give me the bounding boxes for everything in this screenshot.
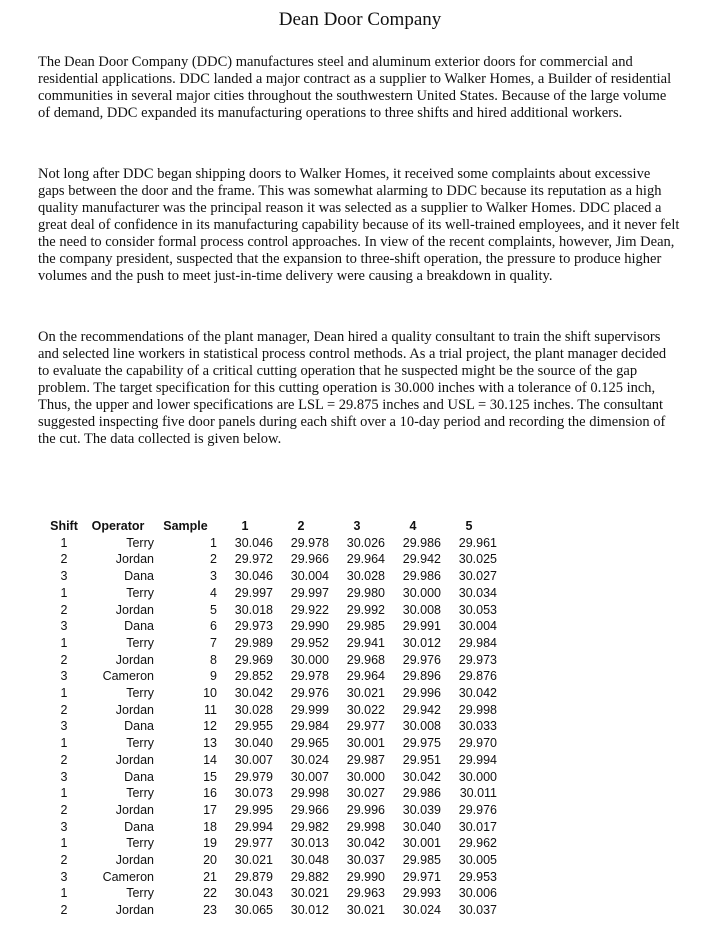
measurement-4-cell: 30.039 bbox=[402, 802, 441, 817]
header-measurement-1: 1 bbox=[241, 519, 249, 533]
shift-cell: 2 bbox=[60, 702, 68, 717]
operator-cell: Jordan bbox=[115, 903, 154, 918]
sample-cell: 14 bbox=[203, 752, 217, 767]
sample-cell: 6 bbox=[210, 619, 217, 634]
measurement-2-cell: 30.048 bbox=[290, 853, 329, 868]
operator-cell: Terry bbox=[126, 736, 154, 751]
measurement-1-cell: 29.994 bbox=[234, 819, 273, 834]
table-row bbox=[46, 819, 497, 836]
measurement-1-cell: 30.040 bbox=[234, 736, 273, 751]
table-row bbox=[46, 718, 497, 735]
shift-cell: 1 bbox=[60, 786, 68, 801]
measurement-2-cell: 29.966 bbox=[290, 552, 329, 567]
table-row bbox=[46, 551, 497, 568]
shift-cell: 3 bbox=[60, 869, 68, 884]
operator-cell: Terry bbox=[126, 686, 154, 701]
operator-cell: Jordan bbox=[115, 752, 154, 767]
table-row bbox=[46, 735, 497, 752]
shift-cell: 1 bbox=[60, 535, 68, 550]
measurement-3-cell: 30.028 bbox=[346, 569, 385, 584]
measurement-4-cell: 30.008 bbox=[402, 602, 441, 617]
measurement-4-cell: 30.001 bbox=[402, 836, 441, 851]
measurement-4-cell: 29.896 bbox=[402, 669, 441, 684]
measurement-5-cell: 30.025 bbox=[458, 552, 497, 567]
table-row bbox=[46, 885, 497, 902]
measurement-4-cell: 29.942 bbox=[402, 702, 441, 717]
measurement-1-cell: 29.879 bbox=[234, 869, 273, 884]
measurement-5-cell: 30.053 bbox=[458, 602, 497, 617]
shift-cell: 3 bbox=[60, 619, 68, 634]
complaints-paragraph: Not long after DDC began shipping doors to Walker Homes, it received some complaints about excessive gaps between the door and the frame. This was somewhat alarming to DDC because its reputation as a high quality manufacturer was the principal reason it was selected as a supplier to Walker Homes. DDC placed a great deal of confidence in its manufacturing capability because of its well-trained employees, and it never felt the need to consider formal process control approaches. In view of the recent complaints, however, Jim Dean, the company president, suspected that the expansion to three-shift operation, the pressure to produce higher volumes and the push to meet just-in-time delivery were causing a breakdown in quality. bbox=[38, 166, 680, 284]
shift-cell: 1 bbox=[60, 836, 68, 851]
operator-cell: Terry bbox=[126, 635, 154, 650]
header-shift: Shift bbox=[50, 519, 78, 533]
shift-cell: 1 bbox=[60, 886, 68, 901]
header-measurement-2: 2 bbox=[297, 519, 305, 533]
table-row bbox=[46, 869, 497, 886]
measurement-5-cell: 30.011 bbox=[459, 786, 497, 801]
measurement-3-cell: 30.022 bbox=[346, 702, 385, 717]
measurement-5-cell: 29.962 bbox=[458, 836, 497, 851]
measurement-4-cell: 30.024 bbox=[402, 903, 441, 918]
sample-cell: 23 bbox=[203, 903, 217, 918]
table-header-row bbox=[46, 518, 497, 535]
operator-cell: Jordan bbox=[115, 652, 154, 667]
sample-cell: 19 bbox=[203, 836, 217, 851]
measurement-4-cell: 30.042 bbox=[402, 769, 441, 784]
operator-cell: Dana bbox=[124, 719, 154, 734]
sample-cell: 4 bbox=[210, 585, 217, 600]
measurement-2-cell: 29.966 bbox=[290, 802, 329, 817]
shift-cell: 3 bbox=[60, 819, 68, 834]
measurement-4-cell: 29.985 bbox=[402, 853, 441, 868]
measurement-2-cell: 29.976 bbox=[290, 686, 329, 701]
measurement-1-cell: 30.028 bbox=[234, 702, 273, 717]
measurement-2-cell: 30.007 bbox=[290, 769, 329, 784]
operator-cell: Terry bbox=[126, 786, 154, 801]
measurement-4-cell: 29.975 bbox=[402, 736, 441, 751]
measurement-4-cell: 30.012 bbox=[402, 635, 441, 650]
operator-cell: Jordan bbox=[115, 552, 154, 567]
measurement-3-cell: 29.980 bbox=[346, 585, 385, 600]
sample-cell: 10 bbox=[203, 686, 217, 701]
measurement-5-cell: 30.004 bbox=[458, 619, 497, 634]
measurement-3-cell: 29.941 bbox=[346, 635, 385, 650]
operator-cell: Cameron bbox=[102, 669, 154, 684]
measurement-3-cell: 30.001 bbox=[346, 736, 385, 751]
measurement-3-cell: 30.021 bbox=[346, 903, 385, 918]
shift-cell: 2 bbox=[60, 802, 68, 817]
table-row bbox=[46, 535, 497, 552]
shift-cell: 2 bbox=[60, 552, 68, 567]
shift-cell: 1 bbox=[60, 635, 68, 650]
shift-cell: 3 bbox=[60, 719, 68, 734]
table-row bbox=[46, 802, 497, 819]
operator-cell: Jordan bbox=[115, 802, 154, 817]
measurement-4-cell: 29.971 bbox=[402, 869, 441, 884]
measurement-3-cell: 29.968 bbox=[346, 652, 385, 667]
measurement-4-cell: 29.942 bbox=[402, 552, 441, 567]
operator-cell: Cameron bbox=[102, 869, 154, 884]
measurement-1-cell: 29.955 bbox=[234, 719, 273, 734]
measurement-5-cell: 30.034 bbox=[458, 585, 497, 600]
table-row bbox=[46, 585, 497, 602]
table-row bbox=[46, 652, 497, 669]
measurement-2-cell: 29.965 bbox=[290, 736, 329, 751]
shift-cell: 2 bbox=[60, 652, 68, 667]
header-operator: Operator bbox=[91, 519, 145, 533]
measurement-2-cell: 29.984 bbox=[290, 719, 329, 734]
measurement-1-cell: 29.969 bbox=[234, 652, 273, 667]
operator-cell: Jordan bbox=[115, 853, 154, 868]
table-row bbox=[46, 618, 497, 635]
consultant-paragraph: On the recommendations of the plant manager, Dean hired a quality consultant to train the shift supervisors and selected line workers in statistical process control methods. As a trial project, the plant manager decided to evaluate the capability of a critical cutting operation that he suspected might be the source of the gap problem. The target specification for this cutting operation is 30.000 inches with a tolerance of 0.125 inch, Thus, the upper and lower specifications are LSL = 29.875 inches and USL = 30.125 inches. The consultant suggested inspecting five door panels during each shift over a 10-day period and recording the dimension of the cut. The data collected is given below. bbox=[38, 329, 667, 447]
measurement-3-cell: 30.037 bbox=[346, 853, 385, 868]
shift-cell: 3 bbox=[60, 769, 68, 784]
measurement-5-cell: 29.953 bbox=[458, 869, 497, 884]
measurement-5-cell: 29.961 bbox=[458, 535, 497, 550]
sample-cell: 11 bbox=[204, 702, 217, 717]
measurement-2-cell: 30.021 bbox=[290, 886, 329, 901]
sample-cell: 21 bbox=[203, 869, 217, 884]
measurement-4-cell: 30.008 bbox=[402, 719, 441, 734]
sample-cell: 5 bbox=[210, 602, 217, 617]
measurement-5-cell: 30.006 bbox=[458, 886, 497, 901]
measurement-3-cell: 30.026 bbox=[346, 535, 385, 550]
table-row bbox=[46, 668, 497, 685]
intro-paragraph: The Dean Door Company (DDC) manufactures steel and aluminum exterior doors for commercial and residential applications. DDC landed a major contract as a supplier to Walker Homes, a Builder of residential communities in several major cities throughout the southwestern United States. Because of the large volume of demand, DDC expanded its manufacturing operations to three shifts and hired additional workers. bbox=[38, 54, 672, 121]
operator-cell: Terry bbox=[126, 585, 154, 600]
measurement-3-cell: 29.985 bbox=[346, 619, 385, 634]
operator-cell: Terry bbox=[126, 886, 154, 901]
measurement-2-cell: 29.982 bbox=[290, 819, 329, 834]
sample-cell: 18 bbox=[203, 819, 217, 834]
table-row bbox=[46, 769, 497, 786]
measurement-5-cell: 29.976 bbox=[458, 802, 497, 817]
sample-cell: 3 bbox=[210, 569, 217, 584]
shift-cell: 1 bbox=[60, 736, 68, 751]
sample-cell: 17 bbox=[203, 802, 217, 817]
measurement-2-cell: 29.882 bbox=[290, 869, 329, 884]
header-measurement-5: 5 bbox=[465, 519, 473, 533]
measurement-1-cell: 29.852 bbox=[234, 669, 273, 684]
measurement-3-cell: 29.964 bbox=[346, 669, 385, 684]
measurement-3-cell: 30.042 bbox=[346, 836, 385, 851]
operator-cell: Jordan bbox=[115, 702, 154, 717]
measurement-3-cell: 30.027 bbox=[346, 786, 385, 801]
sample-cell: 9 bbox=[210, 669, 217, 684]
sample-cell: 1 bbox=[210, 535, 217, 550]
operator-cell: Dana bbox=[124, 569, 154, 584]
measurement-5-cell: 29.998 bbox=[458, 702, 497, 717]
shift-cell: 1 bbox=[60, 686, 68, 701]
measurement-3-cell: 29.992 bbox=[346, 602, 385, 617]
measurement-5-cell: 30.005 bbox=[458, 853, 497, 868]
shift-cell: 3 bbox=[60, 669, 68, 684]
measurement-1-cell: 29.989 bbox=[234, 635, 273, 650]
measurement-2-cell: 30.024 bbox=[290, 752, 329, 767]
measurement-1-cell: 29.972 bbox=[234, 552, 273, 567]
page-title: Dean Door Company bbox=[278, 9, 442, 30]
shift-cell: 3 bbox=[60, 569, 68, 584]
measurement-4-cell: 29.993 bbox=[402, 886, 441, 901]
measurement-5-cell: 29.984 bbox=[458, 635, 497, 650]
measurement-1-cell: 30.065 bbox=[234, 903, 273, 918]
sample-cell: 13 bbox=[203, 736, 217, 751]
measurement-4-cell: 29.976 bbox=[402, 652, 441, 667]
measurement-4-cell: 29.986 bbox=[402, 786, 441, 801]
table-row bbox=[46, 568, 497, 585]
measurement-2-cell: 30.000 bbox=[290, 652, 329, 667]
measurement-3-cell: 30.021 bbox=[346, 686, 385, 701]
measurement-1-cell: 29.995 bbox=[234, 802, 273, 817]
sample-cell: 22 bbox=[203, 886, 217, 901]
sample-cell: 15 bbox=[203, 769, 217, 784]
operator-cell: Terry bbox=[126, 535, 154, 550]
sample-cell: 12 bbox=[203, 719, 217, 734]
measurement-5-cell: 29.970 bbox=[458, 736, 497, 751]
measurement-5-cell: 29.994 bbox=[458, 752, 497, 767]
measurement-4-cell: 29.951 bbox=[402, 752, 441, 767]
measurement-1-cell: 29.997 bbox=[234, 585, 273, 600]
measurement-2-cell: 29.952 bbox=[290, 635, 329, 650]
shift-cell: 1 bbox=[60, 585, 68, 600]
measurement-3-cell: 29.987 bbox=[346, 752, 385, 767]
measurement-table bbox=[46, 518, 497, 919]
measurement-2-cell: 30.004 bbox=[290, 569, 329, 584]
operator-cell: Dana bbox=[124, 819, 154, 834]
measurement-5-cell: 29.973 bbox=[458, 652, 497, 667]
measurement-2-cell: 29.997 bbox=[290, 585, 329, 600]
measurement-5-cell: 30.017 bbox=[458, 819, 497, 834]
shift-cell: 2 bbox=[60, 853, 68, 868]
header-sample: Sample bbox=[163, 519, 208, 533]
measurement-2-cell: 29.978 bbox=[290, 669, 329, 684]
measurement-2-cell: 30.012 bbox=[290, 903, 329, 918]
sample-cell: 7 bbox=[210, 635, 217, 650]
measurement-3-cell: 30.000 bbox=[346, 769, 385, 784]
measurement-3-cell: 29.990 bbox=[346, 869, 385, 884]
sample-cell: 2 bbox=[210, 552, 217, 567]
measurement-4-cell: 29.986 bbox=[402, 569, 441, 584]
table-row bbox=[46, 602, 497, 619]
table-row bbox=[46, 685, 497, 702]
measurement-5-cell: 30.037 bbox=[458, 903, 497, 918]
operator-cell: Dana bbox=[124, 769, 154, 784]
measurement-4-cell: 30.000 bbox=[402, 585, 441, 600]
measurement-1-cell: 29.977 bbox=[234, 836, 273, 851]
measurement-5-cell: 30.033 bbox=[458, 719, 497, 734]
measurement-1-cell: 30.043 bbox=[234, 886, 273, 901]
header-measurement-4: 4 bbox=[409, 519, 417, 533]
measurement-3-cell: 29.964 bbox=[346, 552, 385, 567]
measurement-5-cell: 30.000 bbox=[458, 769, 497, 784]
measurement-1-cell: 30.042 bbox=[234, 686, 273, 701]
measurement-4-cell: 29.986 bbox=[402, 535, 441, 550]
measurement-4-cell: 30.040 bbox=[402, 819, 441, 834]
measurement-2-cell: 29.998 bbox=[290, 786, 329, 801]
sample-cell: 16 bbox=[203, 786, 217, 801]
measurement-2-cell: 29.990 bbox=[290, 619, 329, 634]
shift-cell: 2 bbox=[60, 903, 68, 918]
measurement-4-cell: 29.991 bbox=[402, 619, 441, 634]
measurement-2-cell: 29.922 bbox=[290, 602, 329, 617]
measurement-3-cell: 29.963 bbox=[346, 886, 385, 901]
sample-cell: 20 bbox=[203, 853, 217, 868]
table-row bbox=[46, 752, 497, 769]
measurement-5-cell: 29.876 bbox=[458, 669, 497, 684]
measurement-2-cell: 30.013 bbox=[290, 836, 329, 851]
table-body bbox=[46, 535, 497, 919]
sample-cell: 8 bbox=[210, 652, 217, 667]
measurement-5-cell: 30.042 bbox=[458, 686, 497, 701]
table-row bbox=[46, 852, 497, 869]
operator-cell: Terry bbox=[126, 836, 154, 851]
measurement-1-cell: 29.973 bbox=[234, 619, 273, 634]
operator-cell: Dana bbox=[124, 619, 154, 634]
measurement-1-cell: 30.073 bbox=[234, 786, 273, 801]
measurement-1-cell: 29.979 bbox=[234, 769, 273, 784]
measurement-3-cell: 29.977 bbox=[346, 719, 385, 734]
measurement-3-cell: 29.996 bbox=[346, 802, 385, 817]
table-row bbox=[46, 785, 497, 802]
operator-cell: Jordan bbox=[115, 602, 154, 617]
measurement-1-cell: 30.007 bbox=[234, 752, 273, 767]
measurement-3-cell: 29.998 bbox=[346, 819, 385, 834]
table-row bbox=[46, 835, 497, 852]
shift-cell: 2 bbox=[60, 752, 68, 767]
table-row bbox=[46, 635, 497, 652]
measurement-4-cell: 29.996 bbox=[402, 686, 441, 701]
table-row bbox=[46, 902, 497, 919]
measurement-1-cell: 30.018 bbox=[234, 602, 273, 617]
shift-cell: 2 bbox=[60, 602, 68, 617]
measurement-1-cell: 30.021 bbox=[234, 853, 273, 868]
measurement-2-cell: 29.999 bbox=[290, 702, 329, 717]
measurement-1-cell: 30.046 bbox=[234, 569, 273, 584]
measurement-5-cell: 30.027 bbox=[458, 569, 497, 584]
measurement-1-cell: 30.046 bbox=[234, 535, 273, 550]
measurement-2-cell: 29.978 bbox=[290, 535, 329, 550]
header-measurement-3: 3 bbox=[353, 519, 361, 533]
table-row bbox=[46, 702, 497, 719]
